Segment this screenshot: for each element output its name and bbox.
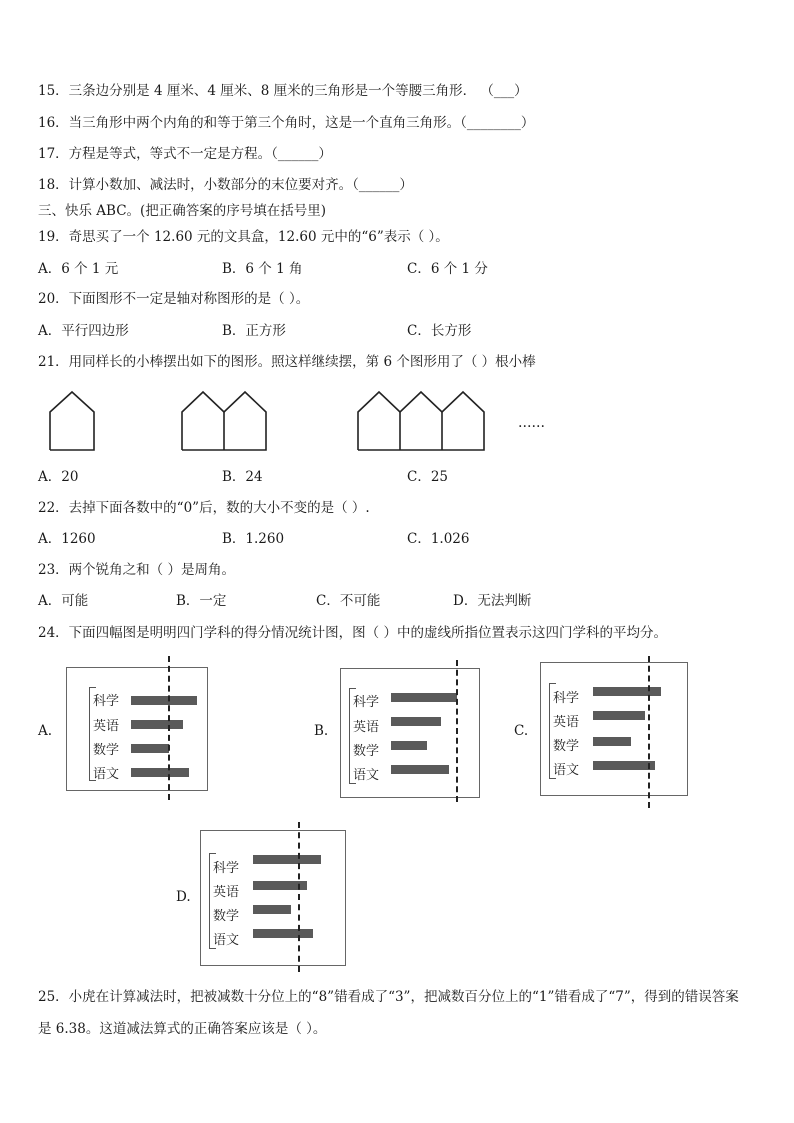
q20-option-c: C．长方形 — [407, 323, 472, 339]
chart-c-bar-chinese — [593, 761, 655, 770]
chart-c-label: C. — [514, 723, 529, 739]
question-19: 19．奇思买了一个 12.60 元的文具盒，12.60 元中的“6”表示（ ）。 — [38, 229, 449, 245]
section-heading: 三、快乐 ABC。(把正确答案的序号填在括号里) — [38, 203, 327, 219]
house-figure-2 — [180, 390, 272, 452]
q23-option-d: D．无法判断 — [453, 593, 532, 609]
question-16: 16．当三角形中两个内角的和等于第三个角时，这是一个直角三角形。（________） — [38, 115, 535, 131]
house-figure-3 — [356, 390, 490, 452]
chart-a-bar-english — [131, 720, 183, 729]
chart-d-bar-science — [253, 855, 321, 864]
chart-b-subject-english: 英语 — [353, 720, 380, 735]
chart-a-subject-english: 英语 — [93, 719, 120, 734]
chart-c-bar-science — [593, 687, 661, 696]
chart-d-subject-english: 英语 — [213, 885, 240, 900]
q23-option-c: C．不可能 — [316, 593, 381, 609]
chart-b-bar-science — [391, 693, 457, 702]
chart-c-subject-science: 科学 — [553, 691, 580, 706]
q23-option-a: A．可能 — [38, 593, 89, 609]
chart-a-subject-math: 数学 — [93, 743, 120, 758]
question-23: 23．两个锐角之和（ ）是周角。 — [38, 562, 235, 578]
chart-b-subject-chinese: 语文 — [353, 768, 380, 783]
question-15: 15．三条边分别是 4 厘米、4 厘米、8 厘米的三角形是一个等腰三角形． （___） — [38, 83, 528, 99]
chart-b-bar-english — [391, 717, 441, 726]
chart-a-bar-math — [131, 744, 169, 753]
q22-option-a: A．1260 — [38, 531, 96, 547]
question-18: 18．计算小数加、减法时，小数部分的末位要对齐。（______） — [38, 177, 413, 193]
question-17: 17．方程是等式，等式不一定是方程。（______） — [38, 146, 332, 162]
q20-option-a: A．平行四边形 — [38, 323, 129, 339]
chart-a-bar-science — [131, 696, 197, 705]
question-25-line-1: 25．小虎在计算减法时，把被减数十分位上的“8”错看成了“3”，把减数百分位上的“1”错看成了“7”，得到的错误答案 — [38, 989, 739, 1005]
chart-b-bar-chinese — [391, 765, 449, 774]
house-figure-1 — [48, 390, 98, 452]
chart-b — [340, 668, 480, 798]
question-22: 22．去掉下面各数中的“0”后，数的大小不变的是（ ）. — [38, 500, 370, 516]
chart-b-subject-science: 科学 — [353, 695, 380, 710]
q19-option-a: A．6 个 1 元 — [38, 261, 119, 277]
chart-a — [66, 667, 208, 791]
question-21: 21．用同样长的小棒摆出如下的图形。照这样继续摆，第 6 个图形用了（ ）根小棒 — [38, 354, 536, 370]
chart-c-average-line — [648, 656, 650, 808]
q22-option-b: B．1.260 — [222, 531, 285, 547]
chart-b-label: B. — [314, 723, 329, 739]
chart-a-label: A. — [38, 723, 53, 739]
chart-b-subject-math: 数学 — [353, 744, 380, 759]
chart-b-average-line — [456, 660, 458, 802]
q19-option-b: B．6 个 1 角 — [222, 261, 303, 277]
chart-d-subject-science: 科学 — [213, 861, 240, 876]
chart-c — [540, 662, 688, 796]
q22-option-c: C．1.026 — [407, 531, 470, 547]
chart-d-bar-math — [253, 905, 291, 914]
q19-option-c: C．6 个 1 分 — [407, 261, 488, 277]
chart-a-subject-chinese: 语文 — [93, 767, 120, 782]
q21-option-a: A．20 — [38, 469, 79, 485]
chart-c-bar-english — [593, 711, 645, 720]
chart-c-subject-math: 数学 — [553, 739, 580, 754]
question-24: 24．下面四幅图是明明四门学科的得分情况统计图，图（ ）中的虚线所指位置表示这四门学科的平均分。 — [38, 625, 667, 641]
chart-d-average-line — [298, 822, 300, 972]
chart-c-bar-math — [593, 737, 631, 746]
q21-option-b: B．24 — [222, 469, 263, 485]
chart-d-subject-math: 数学 — [213, 909, 240, 924]
chart-a-subject-science: 科学 — [93, 694, 120, 709]
chart-c-subject-chinese: 语文 — [553, 763, 580, 778]
chart-d-bar-chinese — [253, 929, 313, 938]
q21-option-c: C．25 — [407, 469, 449, 485]
question-20: 20．下面图形不一定是轴对称图形的是（ ）。 — [38, 291, 310, 307]
chart-b-bar-math — [391, 741, 427, 750]
chart-d-label: D. — [176, 889, 191, 905]
chart-a-bar-chinese — [131, 768, 189, 777]
chart-d-subject-chinese: 语文 — [213, 933, 240, 948]
chart-a-average-line — [168, 656, 170, 800]
chart-d — [200, 830, 346, 966]
chart-c-subject-english: 英语 — [553, 715, 580, 730]
question-25-line-2: 是 6.38。这道减法算式的正确答案应该是（ ）。 — [38, 1021, 327, 1037]
continuation-ellipsis: …… — [518, 415, 545, 431]
q23-option-b: B．一定 — [176, 593, 227, 609]
q20-option-b: B．正方形 — [222, 323, 286, 339]
